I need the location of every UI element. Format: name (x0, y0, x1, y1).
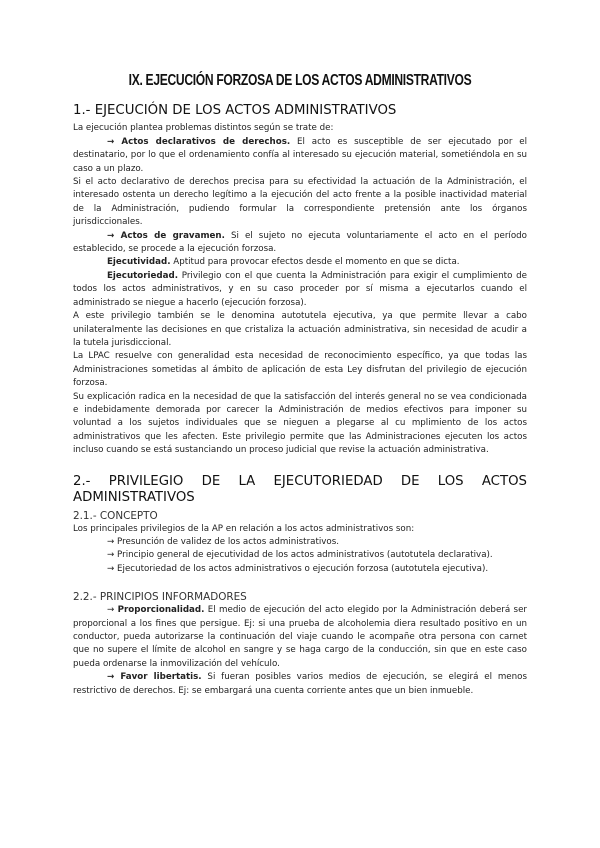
spacer (73, 576, 527, 590)
subsection-2-2-heading: 2.2.- PRINCIPIOS INFORMADORES (73, 591, 247, 604)
paragraph: La LPAC resuelve con generalidad esta necesidad de reconocimiento específico, ya que todas las Administraciones sometidas al ámbito de aplicación de esta Ley disfrutan del privilegio de ejecución forzosa. (73, 351, 527, 389)
section2-heading: 2.- PRIVILEGIO DE LA EJECUTORIEDAD DE LOS ACTOS ADMINISTRATIVOS (73, 473, 527, 505)
item-text: Si fueran posibles varios medios de ejecución, se elegirá el menos restrictivo de derechos. Ej: se embargará una cuenta corriente antes que un bien inmueble. (73, 672, 527, 696)
document-title: IX. EJECUCIÓN FORZOSA DE LOS ACTOS ADMINISTRATIVOS (128, 72, 472, 89)
item-actos-declarativos (73, 136, 527, 176)
item-term: → Favor libertatis. (107, 672, 202, 683)
list-item: → Presunción de validez de los actos administrativos. (107, 536, 340, 547)
section1-heading: 1.- EJECUCIÓN DE LOS ACTOS ADMINISTRATIVOS (73, 103, 397, 119)
section1-intro: La ejecución plantea problemas distintos según se trate de: (73, 123, 334, 134)
definition-ejecutividad (73, 256, 527, 269)
definition-ejecutoriedad (73, 270, 527, 310)
item-text: Si el sujeto no ejecuta voluntariamente el acto en el período establecido, se procede a la ejecución forzosa. (73, 230, 527, 255)
item-term: → Actos de gravamen. (107, 230, 225, 241)
subsection-2-1-heading: 2.1.- CONCEPTO (73, 509, 158, 522)
item-proporcionalidad (73, 604, 527, 671)
paragraph: Su explicación radica en la necesidad de que la satisfacción del interés general no se vea condicionada e indebidamente demorada por carecer la Administración de medios efectivos para imponer su voluntad a los sujetos individuales que se nieguen a plegarse al cu mplimiento de los actos administrativos que les afecten. Este privilegio permite que las Administraciones ejecuten los actos incluso cuando se está sustanciando un proceso judicial que revise la actuación administrativa. (73, 391, 527, 456)
subsection-2-1-intro: Los principales privilegios de la AP en relación a los actos administrativos son: (73, 523, 415, 534)
definition-term: Ejecutividad. (107, 257, 171, 268)
arrow: → (107, 605, 118, 616)
item-actos-gravamen (73, 230, 527, 257)
list-item: → Ejecutoriedad de los actos administrativos o ejecución forzosa (autotutela ejecutiva). (107, 563, 489, 574)
item-text: El medio de ejecución del acto elegido por la Administración deberá ser proporcional a los fines que persigue. Ej: si una prueba de alcoholemia diera resultado positivo en un conductor, pueda autorizarse la continuación del viaje cuando le acompañe otra persona con carnet que no supere el límite de alcohol en sangre y se haga cargo de la conducción, sin que en este caso pueda ordenarse la inmovilización del vehículo. (73, 605, 527, 669)
spacer (73, 458, 527, 474)
definition-text: Aptitud para provocar efectos desde el momento en que se dicta. (170, 257, 460, 268)
item-term: → Actos declarativos de derechos. (107, 136, 291, 147)
item-text: El acto es susceptible de ser ejecutado por el destinatario, por lo que el ordenamiento confía al interesado su ejecución material, sometiéndola en su caso a un plazo. (73, 136, 527, 174)
definition-text: Privilegio con el que cuenta la Administración para exigir el cumplimiento de todos los actos administrativos, y en su caso proceder por sí misma a ejecutarlos cuando el administrado se niegue a hacerlo (ejecución forzosa). (73, 270, 527, 308)
item-term: Proporcionalidad. (117, 605, 205, 616)
paragraph: A este privilegio también se le denomina autotutela ejecutiva, ya que permite llevar a cabo unilateralmente las decisiones en que cristaliza la actuación administrativa, sin necesidad de acudir a la tutela jurisdiccional. (73, 311, 527, 348)
item-favor-libertatis (73, 671, 527, 698)
paragraph: Si el acto declarativo de derechos precisa para su efectividad la actuación de la Administración, el interesado ostenta un derecho legítimo a la ejecución del acto frente a la posible inactividad material de la Administración, pudiendo formular la correspondiente pretensión ante los órganos jurisdiccionales. (73, 177, 527, 228)
definition-term: Ejecutoriedad. (107, 270, 179, 281)
list-item: → Principio general de ejecutividad de los actos administrativos (autotutela declarativa). (107, 550, 493, 561)
